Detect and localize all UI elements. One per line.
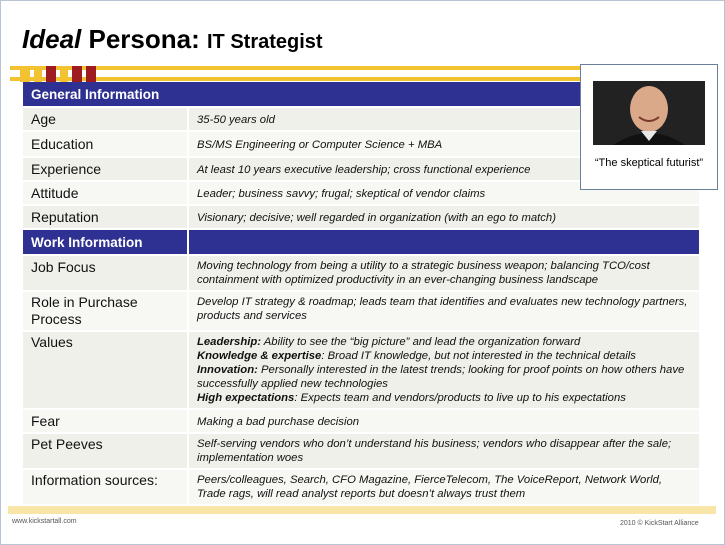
footer-bar [8, 506, 716, 514]
row-value: At least 10 years executive leadership; cross functional experience [197, 164, 531, 176]
title-ideal: Ideal [22, 24, 82, 54]
decorative-stripes [10, 66, 580, 82]
row-label: Fear [31, 413, 60, 429]
row-label: Role in Purchase Process [31, 294, 138, 327]
title-role: IT Strategist [206, 31, 323, 53]
row-value: Visionary; decisive; well regarded in organization (with an ego to match) [197, 212, 556, 224]
row-label: Job Focus [31, 259, 96, 275]
persona-photo-card [580, 64, 718, 190]
row-value: Making a bad purchase decision [197, 416, 360, 428]
row-label: Values [31, 334, 73, 350]
title-persona: Persona: [88, 24, 200, 54]
row-label: Age [31, 111, 56, 127]
table-row [23, 206, 699, 228]
row-label: Attitude [31, 185, 79, 201]
persona-photo [593, 81, 705, 145]
row-value-values [197, 335, 693, 405]
table-row [23, 292, 699, 330]
row-value: Leader; business savvy; frugal; skeptical of vendor claims [197, 188, 486, 200]
row-label: Pet Peeves [31, 436, 103, 452]
table-row [23, 410, 699, 432]
leadership-text: Ability to see the “big picture” and lead the organization forward [261, 336, 581, 348]
knowledge-title: Knowledge & expertise [197, 350, 322, 362]
footer-website: www.kickstartall.com [12, 518, 77, 525]
row-value: BS/MS Engineering or Computer Science + MBA [197, 139, 443, 151]
photo-caption: “The skeptical futurist” [594, 157, 704, 169]
innovation-text: Personally interested in the latest trends; looking for proof points on how others have successfully applied new technologies [197, 364, 685, 390]
table-row [23, 256, 699, 290]
page-title [22, 24, 323, 55]
table-row [23, 470, 699, 504]
high-expectations-text: : Expects team and vendors/products to live up to his expectations [294, 392, 626, 404]
leadership-title: Leadership: [197, 336, 262, 348]
section-label-work: Work Information [31, 235, 143, 250]
row-label: Information sources: [31, 472, 158, 488]
row-value: 35-50 years old [197, 114, 275, 126]
section-header-work [23, 230, 699, 254]
row-value: Develop IT strategy & roadmap; leads team that identifies and evaluates new technology partners, products and services [197, 296, 688, 322]
row-value: Moving technology from being a utility to a strategic business weapon; balancing TCO/cost containment with optimized productivity in an ever-changing business landscape [197, 260, 650, 286]
section-label-general: General Information [31, 87, 160, 102]
row-value: Self-serving vendors who don’t understand his business; vendors who disappear after the sale; implementation woes [197, 438, 672, 464]
innovation-title: Innovation: [197, 364, 258, 376]
row-value: Peers/colleagues, Search, CFO Magazine, FierceTelecom, The VoiceReport, Network World, Trade rags, will read analyst reports but doesn’t always trust them [197, 474, 663, 500]
row-label: Reputation [31, 209, 99, 225]
knowledge-text: : Broad IT knowledge, but not interested in the technical details [321, 350, 636, 362]
row-label: Education [31, 136, 94, 152]
footer-copyright: 2010 © KickStart Alliance [620, 520, 699, 527]
table-row [23, 434, 699, 468]
row-label: Experience [31, 161, 102, 177]
high-expectations-title: High expectations [197, 392, 295, 404]
table-row [23, 332, 699, 408]
